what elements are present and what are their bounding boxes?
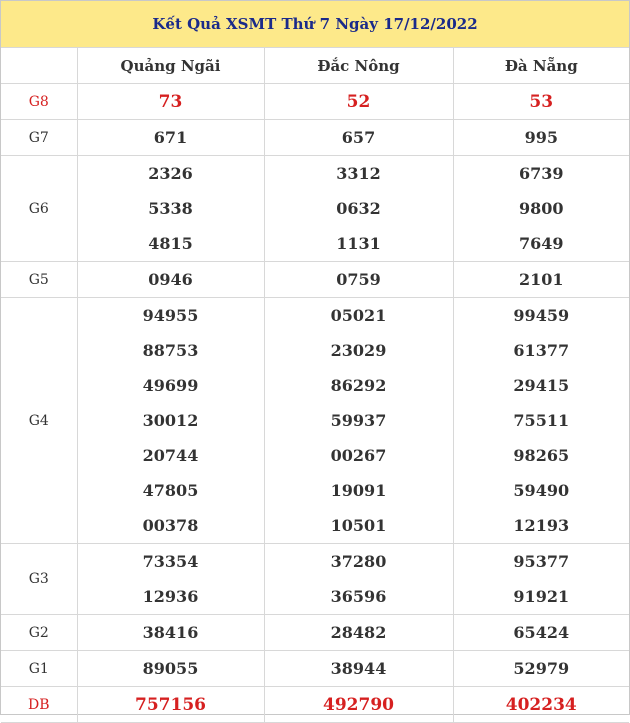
province-header: Quảng Ngãi	[77, 48, 264, 84]
prize-number: 0632	[264, 191, 453, 226]
prize-number: 2326	[148, 164, 193, 183]
prize-number: 2101	[453, 262, 629, 298]
table-row	[1, 368, 629, 403]
prize-number: 23029	[264, 333, 453, 368]
results-title: Kết Quả XSMT Thứ 7 Ngày 17/12/2022	[1, 1, 629, 48]
table-row	[1, 403, 629, 438]
prize-number: 98265	[453, 438, 629, 473]
prize-number: 00378	[77, 508, 264, 544]
prize-number: 47805	[142, 481, 199, 500]
prize-number: 99459	[453, 298, 629, 334]
prize-label: G4	[1, 298, 77, 544]
table-row	[1, 298, 629, 334]
results-table	[1, 1, 629, 723]
table-row	[1, 651, 629, 687]
table-row	[1, 226, 629, 262]
table-row	[1, 120, 629, 156]
prize-number: 7649	[453, 226, 629, 262]
prize-number: 30012	[142, 411, 199, 430]
prize-label: DB	[1, 687, 77, 723]
table-row	[1, 84, 629, 120]
prize-number: 5338	[148, 199, 193, 218]
prize-number: 10501	[264, 508, 453, 544]
prize-number: 4815	[77, 226, 264, 262]
prize-number: 402234	[453, 687, 629, 723]
province-header: Đà Nẵng	[453, 48, 629, 84]
prize-number: 38416	[77, 615, 264, 651]
prize-number: 0759	[264, 262, 453, 298]
prize-label: G8	[1, 84, 77, 120]
prize-number: 28482	[264, 615, 453, 651]
province-header: Đắc Nông	[264, 48, 453, 84]
table-row	[1, 473, 629, 508]
prize-label: G3	[1, 544, 77, 615]
prize-number: 20744	[142, 446, 199, 465]
prize-number: 36596	[264, 579, 453, 615]
prize-number: 95377	[453, 544, 629, 580]
prize-number: 88753	[142, 341, 199, 360]
table-row	[1, 579, 629, 615]
table-row	[1, 615, 629, 651]
prize-number: 52979	[453, 651, 629, 687]
prize-number: 53	[453, 84, 629, 120]
prize-number: 75511	[453, 403, 629, 438]
prize-number: 995	[453, 120, 629, 156]
table-row	[1, 687, 629, 723]
prize-number: 86292	[264, 368, 453, 403]
prize-number: 29415	[453, 368, 629, 403]
prize-number: 3312	[264, 156, 453, 192]
table-row	[1, 156, 629, 192]
table-row	[1, 333, 629, 368]
prize-label: G5	[1, 262, 77, 298]
table-row	[1, 508, 629, 544]
prize-number: 492790	[264, 687, 453, 723]
prize-number: 65424	[453, 615, 629, 651]
prize-number: 91921	[453, 579, 629, 615]
prize-number: 73	[77, 84, 264, 120]
prize-number: 59937	[264, 403, 453, 438]
table-row	[1, 191, 629, 226]
table-row	[1, 438, 629, 473]
prize-number: 12936	[77, 579, 264, 615]
prize-number: 59490	[453, 473, 629, 508]
prize-number: 37280	[264, 544, 453, 580]
table-row	[1, 544, 629, 580]
prize-number: 38944	[264, 651, 453, 687]
prize-number: 73354	[142, 552, 199, 571]
prize-number: 657	[264, 120, 453, 156]
prize-number: 671	[77, 120, 264, 156]
prize-number: 61377	[453, 333, 629, 368]
prize-label: G6	[1, 156, 77, 262]
prize-number: 0946	[77, 262, 264, 298]
prize-number: 757156	[77, 687, 264, 723]
prize-number: 9800	[453, 191, 629, 226]
prize-number: 05021	[264, 298, 453, 334]
prize-number: 19091	[264, 473, 453, 508]
prize-number: 49699	[142, 376, 199, 395]
prize-number: 6739	[453, 156, 629, 192]
prize-label: G2	[1, 615, 77, 651]
prize-number: 94955	[142, 306, 199, 325]
prize-label: G1	[1, 651, 77, 687]
prize-number: 52	[264, 84, 453, 120]
prize-number: 89055	[77, 651, 264, 687]
prize-number: 12193	[453, 508, 629, 544]
prize-number: 00267	[264, 438, 453, 473]
corner-cell	[1, 48, 77, 84]
table-row	[1, 262, 629, 298]
prize-label: G7	[1, 120, 77, 156]
prize-number: 1131	[264, 226, 453, 262]
